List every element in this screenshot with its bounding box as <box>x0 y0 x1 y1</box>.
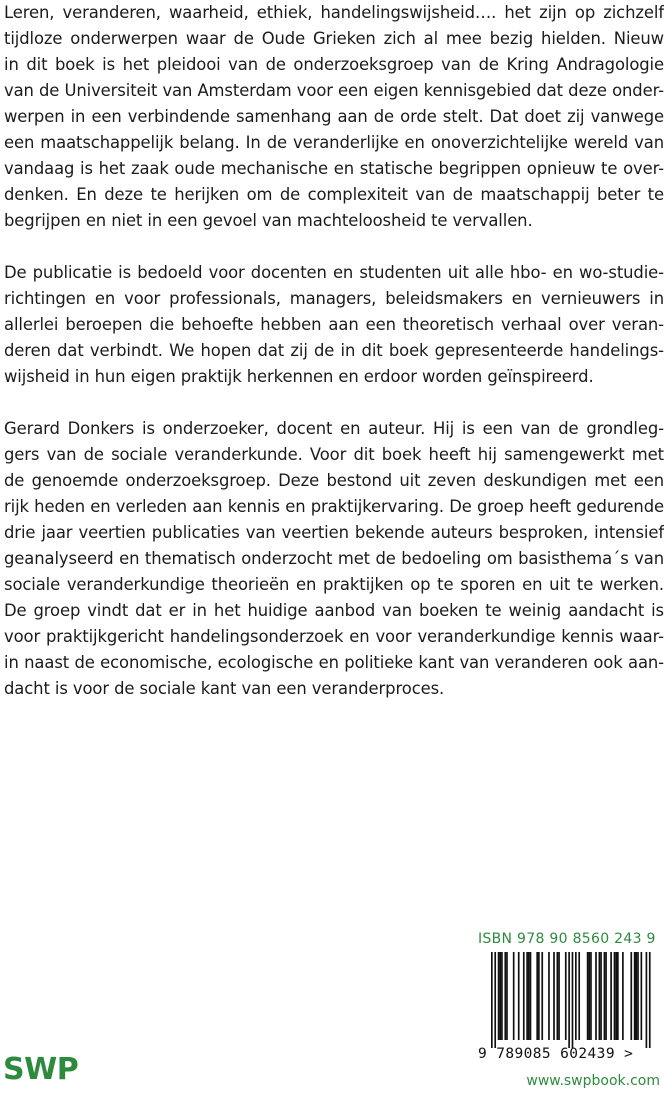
barcode-bar <box>637 952 639 1040</box>
text-line: wijsheid in hun eigen praktijk herkennen en erdoor worden geïnspireerd. <box>4 367 594 386</box>
barcode-bar <box>494 952 496 1048</box>
text-line: voor praktijkgericht handelingsonderzoek en voor veranderkundige kennis waar- <box>4 627 664 646</box>
barcode-bar <box>523 952 525 1040</box>
barcode-bar <box>538 952 540 1040</box>
text-line: sociale veranderkundige theorieën en praktijken op te sporen en uit te werken. <box>4 575 664 594</box>
barcode-bar <box>541 952 543 1040</box>
text-line: rijk heden en verleden aan kennis en praktijkervaring. De groep heeft gedurende <box>4 497 664 516</box>
isbn-label: ISBN 978 90 8560 243 9 <box>478 931 656 947</box>
barcode-bar <box>578 952 580 1040</box>
barcode-bar <box>635 952 637 1040</box>
barcode-bar <box>614 952 616 1040</box>
text-line: de genoemde onderzoeksgroep. Deze bestond uit zeven deskundigen met een <box>4 471 664 490</box>
barcode-bar <box>641 952 643 1040</box>
barcode-bar <box>501 952 503 1040</box>
text-line: denken. En deze te herijken om de complexiteit van de maatschappij beter te <box>4 185 664 204</box>
barcode-bar <box>588 952 590 1040</box>
paragraph-author <box>4 416 664 702</box>
barcode-bar <box>622 952 624 1040</box>
text-line: tijdloze onderwerpen waar de Oude Grieken zich al mee bezig hielden. Nieuw <box>4 29 664 48</box>
barcode-bar <box>617 952 619 1040</box>
text-line: dacht is voor de sociale kant van een veranderproces. <box>4 679 445 698</box>
text-line: geanalyseerd en thematisch onderzocht met de bedoeling om basisthema´s van <box>4 549 664 568</box>
text-line: werpen in een verbindende samenhang aan de orde stelt. Dat doet zij vanwege <box>4 107 664 126</box>
barcode-bar <box>575 952 577 1040</box>
barcode-bar <box>504 952 506 1040</box>
text-line: richtingen en voor professionals, managers, beleidsmakers en vernieuwers in <box>4 289 664 308</box>
barcode-bar <box>600 952 602 1040</box>
barcode-bar <box>526 952 528 1040</box>
barcode-bar <box>498 952 500 1040</box>
barcode-bar <box>572 952 574 1048</box>
barcode-bar <box>587 952 589 1040</box>
barcode-graphic <box>478 952 660 1048</box>
barcode-bar <box>590 952 592 1040</box>
barcode-bar <box>615 952 617 1040</box>
barcode-bar <box>610 952 612 1040</box>
text-line: gers van de sociale veranderkunde. Voor dit boek heeft hij samengewerkt met <box>4 445 664 464</box>
barcode-bar <box>649 952 651 1048</box>
barcode-bar <box>558 952 560 1040</box>
paragraph-intro <box>4 0 664 234</box>
text-line: allerlei beroepen die behoefte hebben aan een theoretisch verhaal over veran- <box>4 315 664 334</box>
barcode-bar <box>553 952 555 1040</box>
text-line: een maatschappelijk belang. In de veranderlijke en onoverzichtelijke wereld van <box>4 133 664 152</box>
barcode-bar <box>536 952 538 1040</box>
barcode-bar <box>530 952 532 1040</box>
text-line: Leren, veranderen, waarheid, ethiek, handelingswijsheid…. het zijn op zichzelf <box>4 3 664 22</box>
text-line: in naast de economische, ecologische en politieke kant van veranderen ook aan- <box>4 653 664 672</box>
barcode-bar <box>604 952 606 1040</box>
publisher-website: www.swpbook.com <box>526 1073 660 1089</box>
publisher-logo: SWP <box>3 1052 79 1087</box>
barcode-bar <box>599 952 601 1040</box>
barcode-bar <box>491 952 493 1048</box>
text-line: begrijpen en niet in een gevoel van machteloosheid te vervallen. <box>4 211 533 230</box>
text-line: in dit boek is het pleidooi van de onderzoeksgroep van de Kring Andragologie <box>4 55 664 74</box>
barcode-bar <box>646 952 648 1048</box>
barcode-bar <box>568 952 570 1048</box>
barcode-bar <box>499 952 501 1040</box>
text-line: drie jaar veertien publicaties van veertien bekende auteurs besproken, intensief <box>4 523 664 542</box>
barcode-bar <box>513 952 515 1040</box>
barcode-bar <box>634 952 636 1040</box>
text-line: De groep vindt dat er in het huidige aanbod van boeken te weinig aandacht is <box>4 601 664 620</box>
barcode-bar <box>595 952 597 1040</box>
paragraph-audience <box>4 260 664 390</box>
text-line: De publicatie is bedoeld voor docenten en studenten uit alle hbo- en wo-studie- <box>4 263 664 282</box>
barcode-digits: 9 789085 602439 > <box>478 1046 634 1062</box>
barcode-bar <box>528 952 530 1040</box>
text-line: Gerard Donkers is onderzoeker, docent en auteur. Hij is een van de grondleg- <box>4 419 664 438</box>
text-line: van de Universiteit van Amsterdam voor een eigen kennisgebied dat deze onder- <box>4 81 664 100</box>
barcode-bar <box>548 952 550 1040</box>
text-line: deren dat verbindt. We hopen dat zij de in dit boek gepresenteerde handelings- <box>4 341 664 360</box>
text-line: vandaag is het zaak oude mechanische en statische begrippen opnieuw te over- <box>4 159 664 178</box>
barcode-bar <box>630 952 632 1040</box>
blurb-text <box>4 0 664 728</box>
barcode-bar <box>605 952 607 1040</box>
barcode-bar <box>506 952 508 1040</box>
barcode-bar <box>518 952 520 1040</box>
barcode-bar <box>565 952 567 1040</box>
barcode-bar <box>557 952 559 1040</box>
